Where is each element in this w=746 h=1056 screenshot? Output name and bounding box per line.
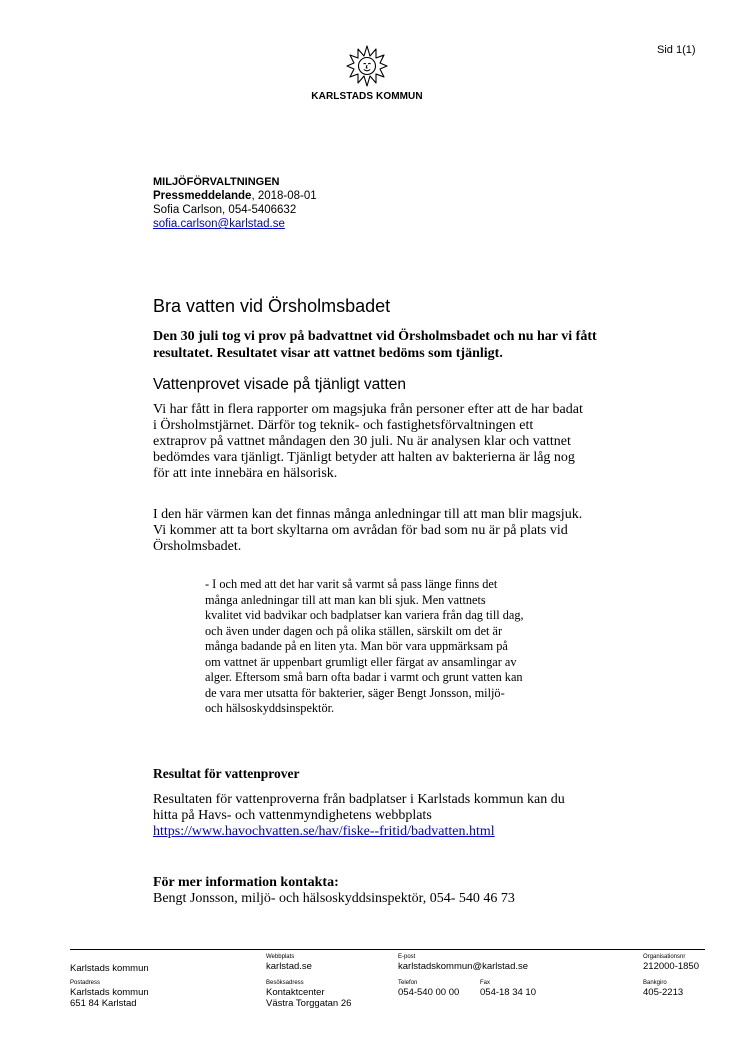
paragraph-2 xyxy=(153,507,623,555)
text-line: bedömdes vara tjänligt. Tjänligt betyder att halten av bakterierna är låg nog xyxy=(153,450,575,465)
text-line: Vi har fått in flera rapporter om magsjuka från personer efter att de har badat xyxy=(153,402,583,417)
footer-bankgiro xyxy=(643,980,683,998)
footer-label: Postadress xyxy=(70,980,101,986)
article-title: Bra vatten vid Örsholmsbadet xyxy=(153,296,391,316)
footer-label: E-post xyxy=(398,954,416,960)
article-ingress: Den 30 juli tog vi prov på badvattnet vid Örsholmsbadet och nu har vi fått resultatet. Resultatet visar att vattnet bedöms som tjänligt. xyxy=(153,329,597,361)
municipality-logo xyxy=(302,44,432,102)
paragraph-1 xyxy=(153,402,623,482)
footer-label: Telefon xyxy=(398,980,418,986)
footer-value: 651 84 Karlstad xyxy=(70,998,137,1009)
contact-email-link[interactable]: sofia.carlson@karlstad.se xyxy=(153,218,285,230)
footer-label: Fax xyxy=(480,980,491,986)
results-heading: Resultat för vattenprover xyxy=(153,766,300,781)
text-line: I den här värmen kan det finnas många anledningar till att man blir magsjuk. xyxy=(153,507,583,522)
footer-label: Bankgiro xyxy=(643,980,667,986)
results-link[interactable]: https://www.havochvatten.se/hav/fiske--fritid/badvatten.html xyxy=(153,824,495,839)
footer-value: 212000-1850 xyxy=(643,961,699,972)
article-subheading: Vattenprovet visade på tjänligt vatten xyxy=(153,376,407,393)
doc-type-line xyxy=(153,189,317,203)
text-line: i Örsholmstjärnet. Därför tog teknik- och fastighetsförvaltningen ett xyxy=(153,418,534,433)
release-date: , 2018-08-01 xyxy=(251,190,317,202)
footer-fax xyxy=(480,980,536,998)
footer-value: 054-540 00 00 xyxy=(398,987,460,998)
contact-details: Bengt Jonsson, miljö- och hälsoskyddsinspektör, 054- 540 46 73 xyxy=(153,891,515,906)
quote-line: alger. Eftersom små barn ofta badar i varmt och grunt vatten kan xyxy=(205,670,523,684)
quote-block xyxy=(205,577,545,717)
text-line: Resultaten för vattenproverna från badplatser i Karlstads kommun kan du xyxy=(153,792,565,807)
text-line: hitta på Havs- och vattenmyndighetens webbplats xyxy=(153,808,432,823)
logo-text: KARLSTADS KOMMUN xyxy=(311,91,423,102)
quote-line: många anledningar till att man kan bli sjuk. Men vattnets xyxy=(205,592,486,607)
text-line: Örsholmsbadet. xyxy=(153,539,242,554)
page-number: Sid 1(1) xyxy=(657,44,696,56)
press-header xyxy=(153,175,317,231)
quote-line: - I och med att det har varit så varmt så pass länge finns det xyxy=(205,577,498,591)
footer-value: Västra Torggatan 26 xyxy=(266,998,352,1009)
text-line: för att inte innebära en hälsorisk. xyxy=(153,466,338,481)
footer-epost xyxy=(398,954,528,972)
doc-type: Pressmeddelande xyxy=(153,190,252,202)
quote-line: kvalitet vid badvikar och badplatser kan variera från dag till dag, xyxy=(205,608,524,622)
footer-value: 405-2213 xyxy=(643,987,684,998)
results-paragraph xyxy=(153,792,623,840)
footer-value: karlstad.se xyxy=(266,961,312,972)
footer-webbplats xyxy=(266,954,312,972)
text-line: extraprov på vattnet måndagen den 30 juli. Nu är analysen klar och vattnet xyxy=(153,434,571,449)
footer-value: karlstadskommun@karlstad.se xyxy=(398,961,529,972)
quote-line: de vara mer utsatta för bakterier, säger Bengt Jonsson, miljö- xyxy=(205,685,505,700)
quote-line: om vattnet är uppenbart grumligt eller färgat av ansamlingar av xyxy=(205,654,517,669)
footer-postadress xyxy=(70,980,149,1009)
department-name: MILJÖFÖRVALTNINGEN xyxy=(153,176,280,188)
quote-line: många badande på en liten yta. Man bör vara uppmärksam på xyxy=(205,639,508,653)
footer-telefon xyxy=(398,980,459,998)
contact-heading: För mer information kontakta: xyxy=(153,875,339,890)
quote-line: och även under dagen och på olika ställen, särskilt om det är xyxy=(205,623,503,638)
footer-label: Webbplats xyxy=(266,954,295,960)
quote-line: och hälsoskyddsinspektör. xyxy=(205,701,335,715)
footer-value: 054-18 34 10 xyxy=(480,987,536,998)
footer-divider xyxy=(70,949,705,950)
footer-besoksadress xyxy=(266,980,351,1009)
text-line: Vi kommer att ta bort skyltarna om avrådan för bad som nu är på plats vid xyxy=(153,523,568,538)
footer-org-name: Karlstads kommun xyxy=(70,963,149,974)
footer-orgnr xyxy=(643,954,699,972)
footer-label: Organisationsnr xyxy=(643,954,686,960)
footer-value: Kontaktcenter xyxy=(266,987,325,998)
contact-person: Sofia Carlson, 054-5406632 xyxy=(153,204,297,216)
footer-value: Karlstads kommun xyxy=(70,987,149,998)
sun-face-icon xyxy=(345,44,389,88)
footer-label: Besöksadress xyxy=(266,980,304,986)
